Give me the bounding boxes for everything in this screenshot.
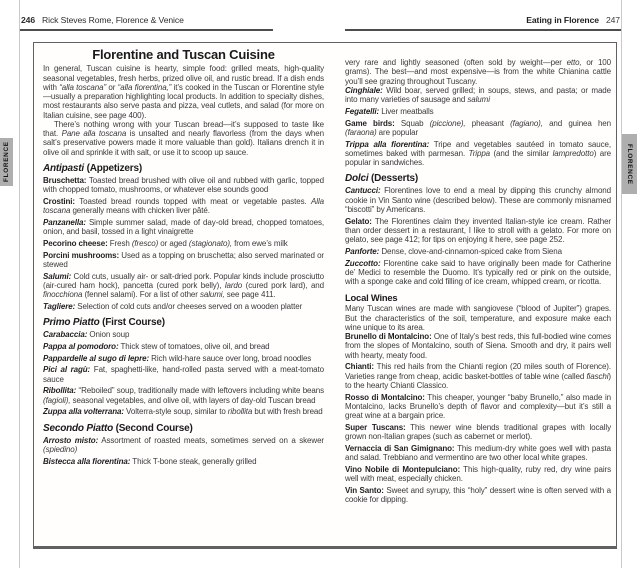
menu-entry: Zuppa alla volterrana: Volterra-style soup, similar to ribollita but with fresh bread <box>43 407 323 417</box>
section-heading: Secondo Piatto (Second Course) <box>43 422 193 434</box>
menu-entry: Bruschetta: Toasted bread brushed with olive oil and rubbed with garlic, topped with chopped tomato, mushrooms, or whatever else sounds good <box>43 175 324 194</box>
paragraph: very rare and lightly seasoned (often sold by weight—per etto, or 100 grams). The best—and most expensive—is from the white Chianina cattle you’ll see grazing throughout Tuscany. <box>345 58 611 86</box>
chapter-title: Eating in Florence <box>526 15 599 25</box>
menu-entry: Panzanella: Simple summer salad, made of day-old bread, chopped tomatoes, onion, and basil, tossed in a light vinaigrette <box>43 217 324 236</box>
menu-entry: Pappardelle al sugo di lepre: Rich wild-hare sauce over long, broad noodles <box>43 353 312 363</box>
menu-entry: Pappa al pomodoro: Thick stew of tomatoes, olive oil, and bread <box>43 341 270 351</box>
menu-entry: Game birds: Squab (piccione), pheasant (fagiano), and guinea hen (faraona) are popular <box>345 118 611 137</box>
menu-entry: Pecorino cheese: Fresh (fresco) or aged (stagionato), from ewe’s milk <box>43 238 288 248</box>
section-heading: Dolci (Desserts) <box>345 173 418 185</box>
menu-entry: Salumi: Cold cuts, usually air- or salt-dried pork. Popular kinds include prosciutto (air-cured ham hock), pancetta (cured pork belly), lardo (cured pork lard), and finocchiona (fennel salami). For a list of other salumi, see page 411. <box>43 271 324 299</box>
menu-entry: Vino Nobile di Montepulciano: This high-quality, ruby red, dry wine pairs well with meat, especially chicken. <box>345 464 611 483</box>
header-rule-right <box>345 29 621 31</box>
menu-entry: Pici al ragù: Fat, spaghetti-like, hand-rolled pasta served with a meat-tomato sauce <box>43 365 324 384</box>
menu-entry: Super Tuscans: This newer wine blends traditional grapes with locally grown non-Italian grapes (such as cabernet or merlot). <box>345 422 611 441</box>
menu-entry: Porcini mushrooms: Used as a topping on bruschetta; also served marinated or stewed <box>43 250 324 269</box>
running-header-right <box>526 15 620 25</box>
menu-entry: Rosso di Montalcino: This cheaper, younger “baby Brunello,” also made in Montalcino, lacks Brunello’s depth of flavor and complexity—but it’s still a great wine at a bargain price. <box>345 392 611 420</box>
menu-entry: Crostini: Toasted bread rounds topped with meat or vegetable pastes. Alla toscana generally means with chicken liver pâté. <box>43 196 324 215</box>
florence-tab-left: FLORENCE <box>0 138 13 186</box>
menu-entry: Fegatelli: Liver meatballs <box>345 106 434 116</box>
menu-entry: Panforte: Dense, clove-and-cinnamon-spiced cake from Siena <box>345 246 562 256</box>
cuisine-sidebar-box <box>33 42 617 549</box>
menu-entry: Gelato: The Florentines claim they invented Italian-style ice cream. Rather than order dessert in a restaurant, I like to stroll with a gelato. For more on gelato, see page 412; for tips on enjoying it here, see page 252. <box>345 216 611 244</box>
menu-entry: Bistecca alla fiorentina: Thick T-bone steak, generally grilled <box>43 456 257 466</box>
section-heading: Local Wines <box>345 292 398 304</box>
florence-tab-right: FLORENCE <box>622 134 637 194</box>
book-title: Rick Steves Rome, Florence & Venice <box>42 15 184 25</box>
menu-entry: Trippa alla fiorentina: Tripe and vegetables sautéed in tomato sauce, sometimes baked with parmesan. Trippa (and the similar lampredotto) are popular in sandwiches. <box>345 139 611 167</box>
menu-entry: Tagliere: Selection of cold cuts and/or cheeses served on a wooden platter <box>43 301 303 311</box>
menu-entry: Vernaccia di San Gimignano: This medium-dry white goes well with pasta and salad. Trebbiano and vermentino are two other local white grapes. <box>345 443 611 462</box>
paragraph: There’s nothing wrong with your Tuscan bread—it’s supposed to taste like that. Pane alla toscana is unsalted and nearly flavorless (from the days when salt’s preservative powers made it more valuable than gold). Italians drench it in olive oil and sprinkle it with salt, or use it to scoop up sauce. <box>43 119 324 157</box>
menu-entry: Arrosto misto: Assortment of roasted meats, sometimes served on a skewer (spiedino) <box>43 435 324 454</box>
menu-entry: Brunello di Montalcino: One of Italy’s best reds, this full-bodied wine comes from the slopes of Montalcino, south of Siena. Smooth and dry, it pairs well with hearty, meaty food. <box>345 332 611 360</box>
menu-entry: Zuccotto: Florentine cake said to have originally been made for Catherine de’ Medici to resemble the Duomo. It’s typically red or pink on the outside, with a sponge cake and cold filling of ice cream, whipped cream, or ricotta. <box>345 258 611 286</box>
sidebar-title: Florentine and Tuscan Cuisine <box>92 47 275 62</box>
right-page-edge <box>621 0 622 568</box>
running-header-left <box>21 15 184 25</box>
menu-entry: Chianti: This red hails from the Chianti region (20 miles south of Florence). Varieties range from cheap, acidic basket-bottles of table wine (called fiaschi) to the hearty Chianti Classico. <box>345 362 611 390</box>
left-column <box>43 48 324 468</box>
page-number-right: 247 <box>605 15 620 25</box>
left-page-edge <box>19 0 20 568</box>
menu-entry: Carabaccia: Onion soup <box>43 330 130 339</box>
header-rule-left <box>20 29 273 31</box>
menu-entry: Ribollita: “Reboiled” soup, traditionally made with leftovers including white beans (fagioli), seasonal vegetables, and olive oil, with layers of day-old Tuscan bread <box>43 386 324 405</box>
menu-entry: Cantucci: Florentines love to end a meal by dipping this crunchy almond cookie in Vin Santo wine (described below). These are commonly misnamed “biscotti” by Americans. <box>345 186 611 214</box>
paragraph: Many Tuscan wines are made with sangiovese (“blood of Jupiter”) grapes. But the characteristics of the soil, temperature, and exposure make each wine unique to its area. <box>345 304 611 332</box>
right-column <box>345 58 611 507</box>
section-heading: Primo Piatto (First Course) <box>43 317 165 328</box>
page-number-left: 246 <box>21 15 36 25</box>
paragraph: In general, Tuscan cuisine is hearty, simple food: grilled meats, high-quality seasonal vegetables, fresh herbs, prized olive oil, and rustic bread. If a dish ends with “alla toscana” or “alla fiorentina,” it’s cooked in the Tuscan or Florentine style—usually a preparation highlighting local products. In addition to specialty dishes, most restaurants also serve pasta and pizza, veal cutlets, and salad (for more on Italian cuisine, see page 400). <box>43 64 324 120</box>
menu-entry: Vin Santo: Sweet and syrupy, this “holy” dessert wine is often served with a cookie for dipping. <box>345 485 611 504</box>
menu-entry: Cinghiale: Wild boar, served grilled; in soups, stews, and pasta; or made into many varieties of sausage and salumi <box>345 85 611 104</box>
section-heading: Antipasti (Appetizers) <box>43 162 142 174</box>
